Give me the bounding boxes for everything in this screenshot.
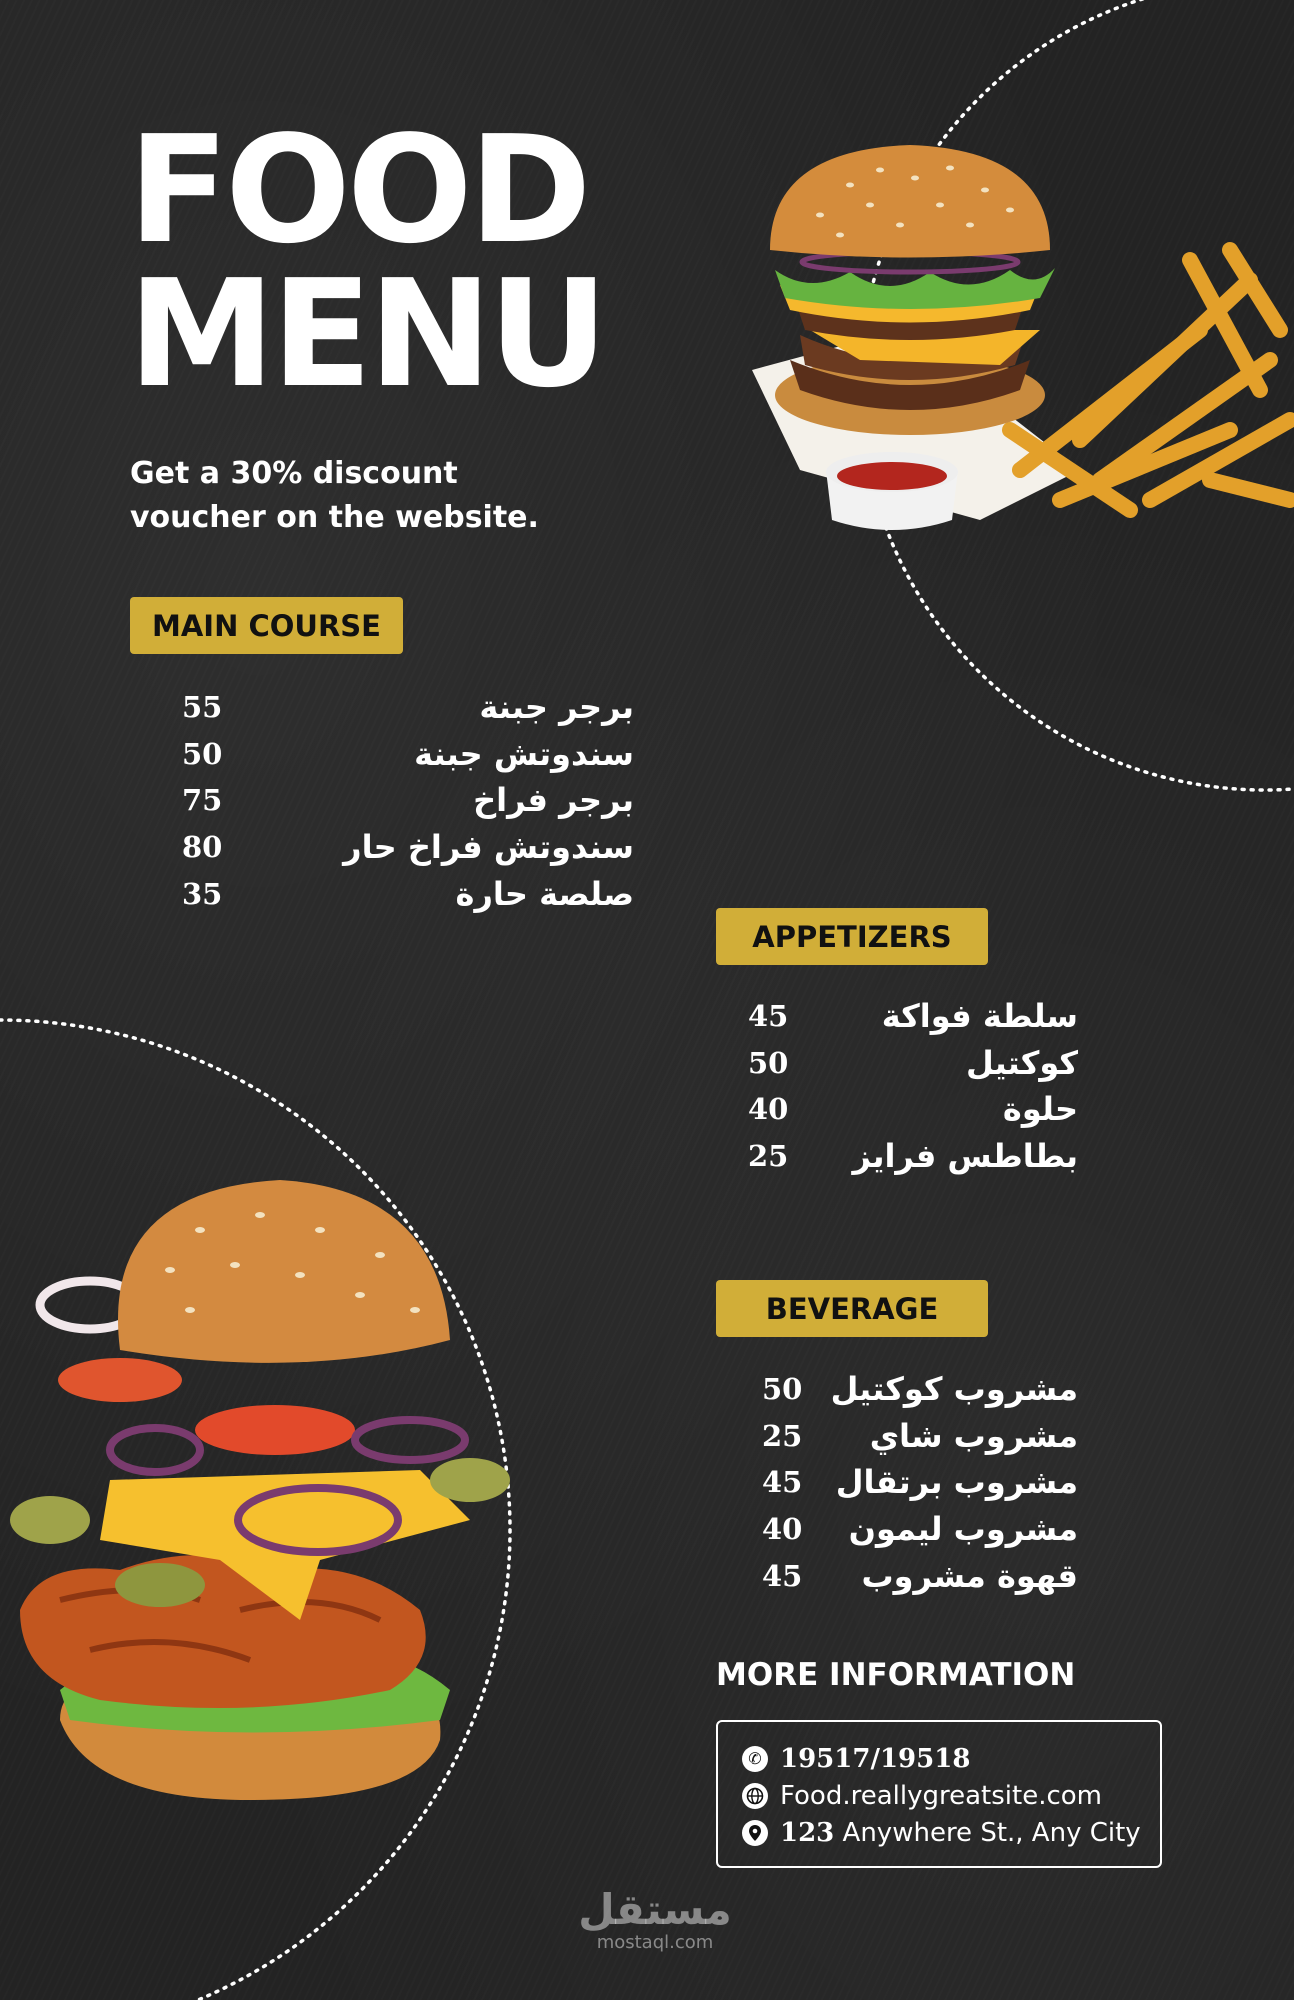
item-name: سندوتش فراخ حار	[343, 828, 634, 867]
item-price: 35	[182, 876, 223, 911]
item-name: كوكتيل	[966, 1043, 1078, 1082]
website-link[interactable]: Food.reallygreatsite.com	[780, 1780, 1102, 1811]
menu-item	[748, 997, 1078, 1044]
discount-subtitle: Get a 30% discount voucher on the website.	[130, 456, 539, 535]
item-price: 75	[182, 783, 223, 818]
watermark-logo: مستقل	[578, 1885, 732, 1934]
menu-item	[762, 1510, 1078, 1557]
item-price: 25	[762, 1418, 803, 1453]
item-price: 55	[182, 690, 223, 724]
item-price: 40	[762, 1512, 803, 1547]
menu-item	[762, 1417, 1078, 1464]
burger-fries-illustration	[752, 145, 1290, 530]
phone-icon: ✆	[742, 1746, 768, 1772]
item-price: 45	[762, 1558, 803, 1593]
title-line-food: FOOD	[128, 104, 588, 276]
address-row	[742, 1814, 1160, 1851]
beverage-badge: BEVERAGE	[716, 1280, 988, 1337]
phone-row	[742, 1740, 1160, 1777]
menu-item	[182, 828, 634, 875]
main-course-badge: MAIN COURSE	[130, 597, 403, 654]
menu-item	[182, 781, 634, 828]
item-name: قهوة مشروب	[861, 1556, 1078, 1595]
menu-title	[128, 104, 605, 420]
item-name: سلطة فواكة	[881, 997, 1078, 1035]
globe-icon	[742, 1783, 768, 1809]
item-name: مشروب ليمون	[848, 1510, 1078, 1549]
mostaql-watermark	[560, 1885, 750, 1953]
item-name: سندوتش جبنة	[414, 734, 634, 773]
appetizers-badge: APPETIZERS	[716, 908, 988, 965]
contact-info-box	[716, 1720, 1162, 1868]
more-information-title: MORE INFORMATION	[716, 1657, 1076, 1693]
menu-item	[182, 688, 634, 735]
menu-item	[762, 1557, 1078, 1604]
title-line-menu: MENU	[128, 248, 605, 420]
item-name: برجر فراخ	[473, 781, 634, 820]
item-price: 80	[182, 830, 223, 865]
item-name: مشروب برتقال	[835, 1463, 1078, 1502]
item-name: برجر جبنة	[479, 688, 634, 726]
menu-item	[762, 1463, 1078, 1510]
main-course-list	[182, 688, 634, 921]
menu-item	[182, 735, 634, 782]
item-name: مشروب كوكتيل	[830, 1370, 1078, 1408]
menu-item	[748, 1044, 1078, 1091]
address-number: 123	[780, 1817, 835, 1848]
phone-number: 19517/19518	[780, 1743, 971, 1774]
item-price: 25	[748, 1139, 789, 1174]
website-row	[742, 1777, 1160, 1814]
location-pin-icon	[742, 1820, 768, 1846]
menu-item	[762, 1370, 1078, 1417]
chicken-burger-illustration	[10, 1180, 510, 1800]
item-name: حلوة	[1002, 1090, 1078, 1129]
item-price: 45	[748, 999, 789, 1033]
address-text: Anywhere St., Any City	[842, 1817, 1141, 1848]
item-name: مشروب شاي	[869, 1416, 1078, 1455]
item-price: 50	[748, 1045, 789, 1080]
item-price: 50	[182, 736, 223, 771]
menu-item	[182, 875, 634, 922]
item-name: صلصة حارة	[455, 874, 634, 913]
menu-item	[748, 1090, 1078, 1137]
menu-item	[748, 1137, 1078, 1184]
appetizers-list	[748, 997, 1078, 1184]
item-price: 45	[762, 1465, 803, 1500]
beverage-list	[762, 1370, 1078, 1603]
item-price: 40	[748, 1092, 789, 1127]
watermark-url: mostaql.com	[596, 1932, 714, 1953]
item-name: بطاطس فرايز	[852, 1137, 1078, 1176]
item-price: 50	[762, 1372, 803, 1406]
